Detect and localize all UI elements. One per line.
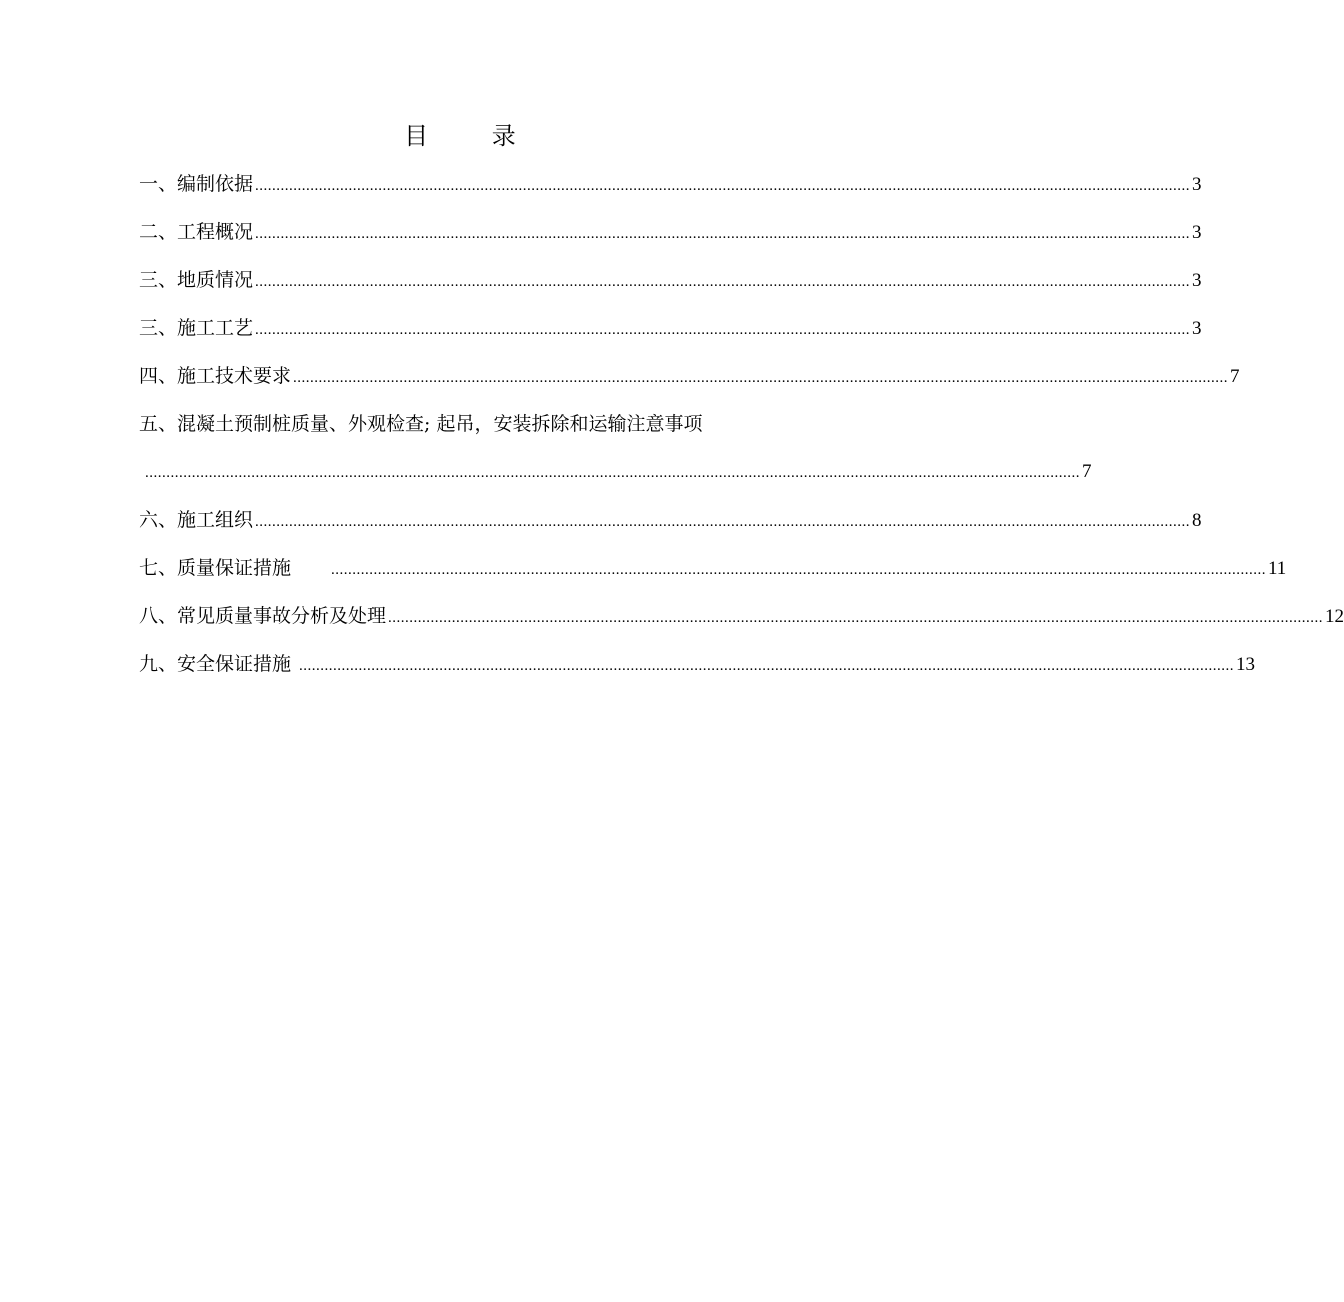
toc-entry-label: 六、施工组织: [139, 509, 254, 531]
toc-entry[interactable]: [139, 262, 1202, 310]
toc-entry-page: 7: [1230, 366, 1240, 387]
toc-entry-page: 3: [1192, 318, 1202, 339]
toc-entry[interactable]: [139, 406, 1092, 502]
toc-entry-label: 一、编制依据: [139, 173, 254, 195]
toc-entry[interactable]: [139, 550, 1287, 598]
toc-entry-label: 五、混凝土预制桩质量、外观检查; 起吊，安装拆除和运输注意事项: [139, 413, 703, 435]
toc-entry-page: 12: [1325, 606, 1344, 627]
toc-entry[interactable]: [139, 214, 1202, 262]
toc-leader-dots: ............................................................................................................................................................................................................................: [255, 514, 1191, 530]
toc-entry-page: 8: [1192, 510, 1202, 531]
toc-leader-dots: ............................................................................................................................................................................................................................: [388, 610, 1324, 626]
toc-entry[interactable]: [139, 166, 1202, 214]
toc-entry-label: 二、工程概况: [139, 221, 254, 243]
toc-entry[interactable]: [139, 358, 1240, 406]
toc-entry-label: 四、施工技术要求: [139, 365, 292, 387]
toc-entry-page: 7: [1082, 461, 1092, 482]
toc-entry[interactable]: [139, 310, 1202, 358]
toc-leader-dots: ............................................................................................................................................................................................................................: [255, 274, 1191, 290]
toc-leader-dots: ............................................................................................................................................................................................................................: [145, 465, 1080, 481]
toc-leader-dots: ............................................................................................................................................................................................................................: [255, 178, 1191, 194]
toc-entry-page: 11: [1268, 558, 1287, 579]
toc-entry[interactable]: [139, 502, 1202, 550]
toc-entry[interactable]: [139, 646, 1256, 694]
toc-entry-label: 三、施工工艺: [139, 317, 254, 339]
toc-entry-page: 3: [1192, 270, 1202, 291]
toc-leader-dots: ............................................................................................................................................................................................................................: [255, 322, 1191, 338]
toc-entry-label: 三、地质情况: [139, 269, 254, 291]
toc-entry-label: 七、质量保证措施: [139, 557, 292, 579]
toc-entry-page: 3: [1192, 222, 1202, 243]
toc-leader-dots: ............................................................................................................................................................................................................................: [331, 562, 1267, 578]
toc-leader-dots: ............................................................................................................................................................................................................................: [299, 658, 1235, 674]
toc-leader-dots: ............................................................................................................................................................................................................................: [255, 226, 1191, 242]
toc-entry-page: 13: [1236, 654, 1256, 675]
toc-list: [139, 166, 1344, 694]
toc-entry-label: 九、安全保证措施: [139, 653, 292, 675]
toc-entry-label: 八、常见质量事故分析及处理: [139, 605, 387, 627]
toc-entry-page: 3: [1192, 174, 1202, 195]
toc-entry[interactable]: [139, 598, 1344, 646]
toc-leader-dots: ............................................................................................................................................................................................................................: [293, 370, 1229, 386]
toc-title: 目 录: [404, 122, 544, 150]
